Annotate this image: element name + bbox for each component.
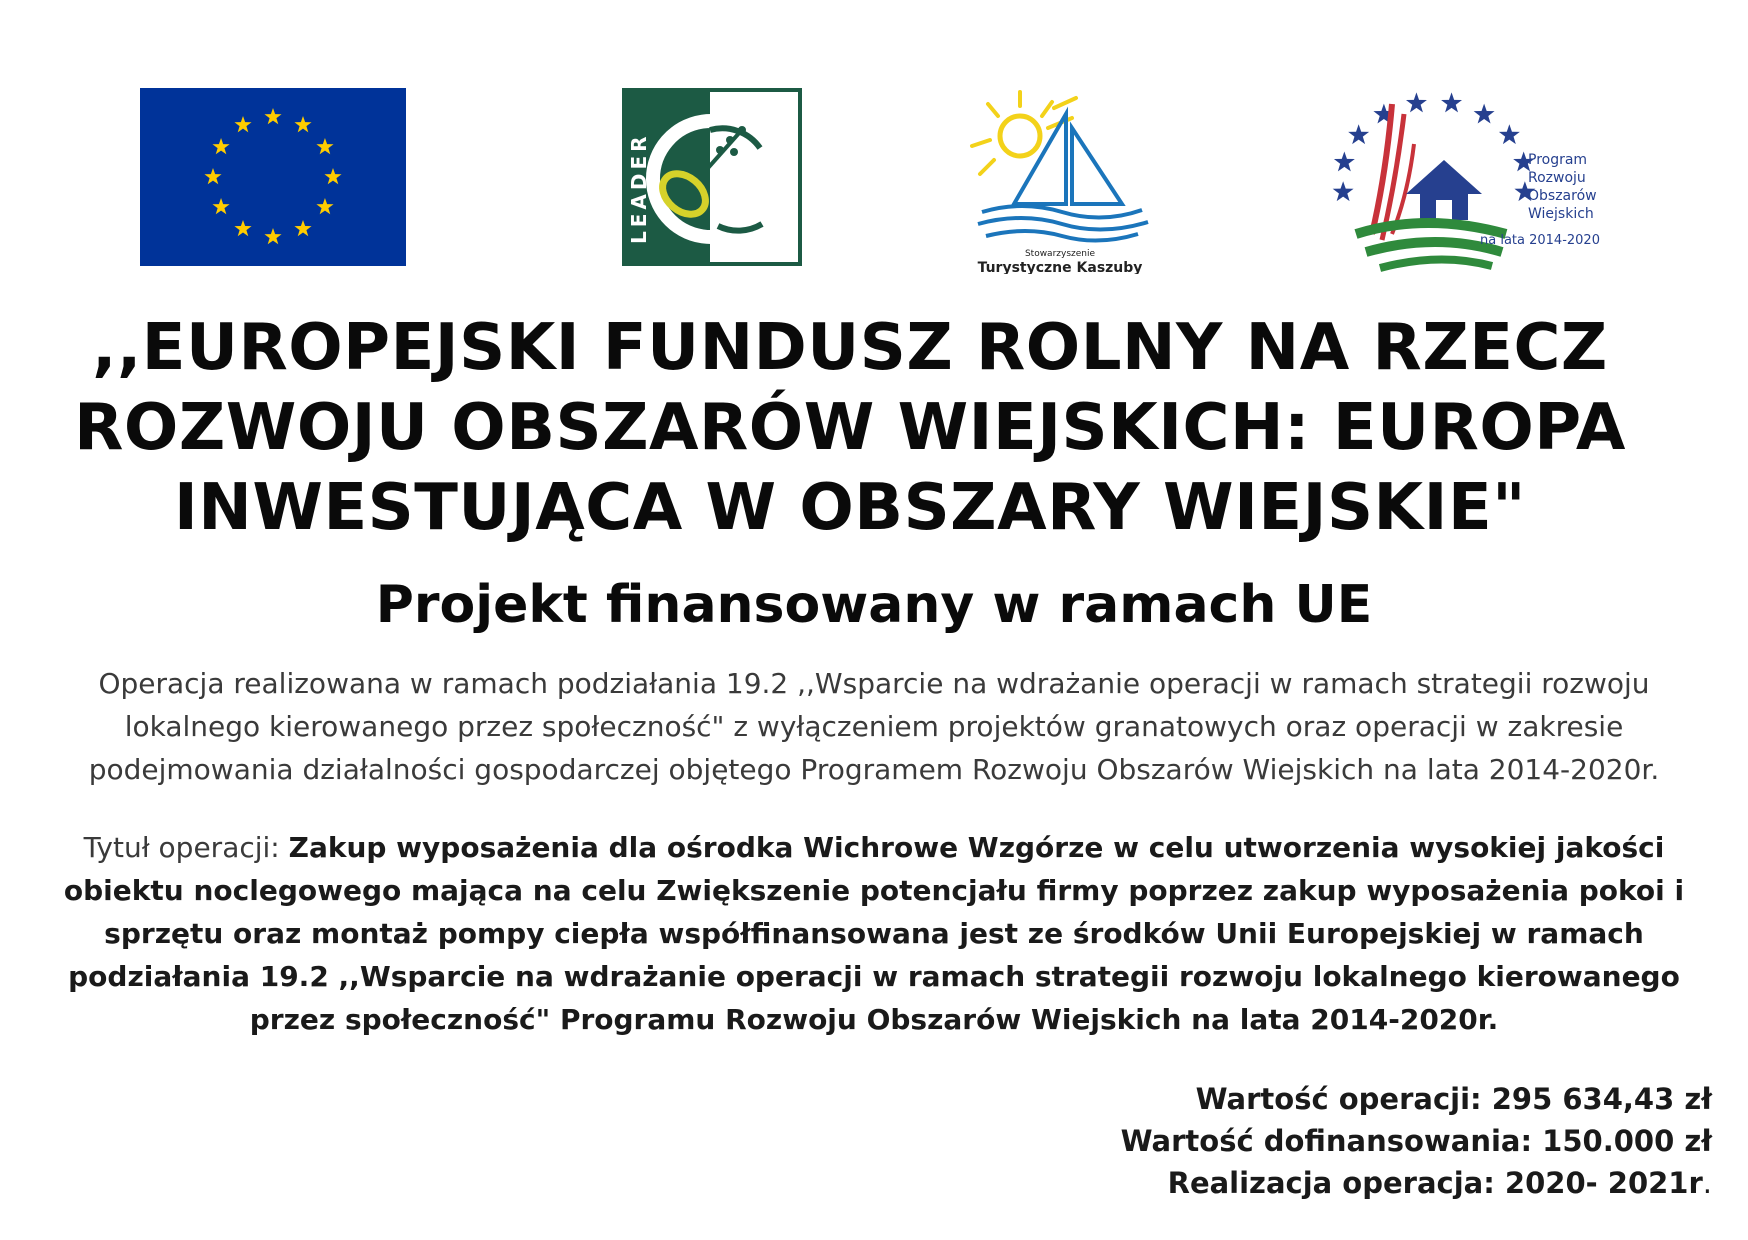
operation-title-line-2: obiektu noclegowego mająca na celu Zwiększenie potencjału firmy poprzez zakup wyposażenia pokoi i xyxy=(63,874,1685,907)
prow-line-wiejskich: Wiejskich xyxy=(1528,206,1594,222)
description-line-1: Operacja realizowana w ramach podziałania 19.2 ,,Wsparcie na wdrażanie operacji w ramach strategii rozwoju xyxy=(98,667,1650,700)
prow-star-icon xyxy=(1334,151,1355,171)
description xyxy=(40,662,1708,791)
operation-title-line-5: przez społeczność" Programu Rozwoju Obszarów Wiejskich na lata 2014-2020r. xyxy=(249,1003,1499,1036)
operation-title-line-3: sprzętu oraz montaż pompy ciepła współfinansowana jest ze środków Unii Europejskiej w ramach xyxy=(104,917,1644,950)
headline xyxy=(60,308,1640,548)
eu-flag-logo xyxy=(140,88,406,266)
operation-value: Wartość operacji: 295 634,43 zł xyxy=(1195,1082,1712,1116)
prow-star-icon xyxy=(1499,124,1520,144)
prow-line-obszarow: Obszarów xyxy=(1528,188,1597,204)
prow-star-icon xyxy=(1441,92,1462,112)
stk-logo-line1: Stowarzyszenie xyxy=(1024,249,1096,259)
prow-star-icon xyxy=(1333,181,1354,201)
subtitle: Projekt finansowany w ramach UE xyxy=(375,575,1373,635)
prow-star-icon xyxy=(1406,92,1427,112)
headline-line-2: ROZWOJU OBSZARÓW WIEJSKICH: EUROPA xyxy=(74,391,1626,465)
operation-stats xyxy=(812,1078,1712,1204)
prow-line-rozwoju: Rozwoju xyxy=(1528,170,1586,186)
prow-line-program: Program xyxy=(1528,152,1588,168)
cofinancing-value: Wartość dofinansowania: 150.000 zł xyxy=(1120,1124,1712,1158)
headline-line-3: INWESTUJĄCA W OBSZARY WIEJSKIE" xyxy=(173,471,1527,545)
realization-text: Realizacja operacja: 2020- 2021r xyxy=(1167,1166,1703,1200)
prow-logo xyxy=(1316,84,1616,274)
description-line-3: podejmowania działalności gospodarczej objętego Programem Rozwoju Obszarów Wiejskich na lata 2014-2020r. xyxy=(88,753,1660,786)
description-line-2: lokalnego kierowanego przez społeczność" z wyłączeniem projektów granatowych oraz operacji w zakresie xyxy=(124,710,1624,743)
headline-line-1: ,,EUROPEJSKI FUNDUSZ ROLNY NA RZECZ xyxy=(92,311,1608,385)
leader-logo-text: LEADER xyxy=(627,132,651,244)
stk-logo-line2: Turystyczne Kaszuby xyxy=(977,260,1143,274)
leader-logo xyxy=(622,88,802,266)
prow-years: na lata 2014-2020 xyxy=(1480,233,1600,248)
operation-title xyxy=(40,826,1708,1041)
realization-period xyxy=(812,1162,1712,1204)
prow-star-icon xyxy=(1348,124,1369,144)
operation-title-line-1: Zakup wyposażenia dla ośrodka Wichrowe Wzgórze w celu utworzenia wysokiej jakości xyxy=(288,831,1665,864)
realization-tail: . xyxy=(1702,1166,1712,1200)
stk-logo xyxy=(962,84,1158,274)
prow-star-icon xyxy=(1474,104,1495,124)
operation-title-line-4: podziałania 19.2 ,,Wsparcie na wdrażanie operacji w ramach strategii rozwoju lokalnego kierowanego xyxy=(68,960,1680,993)
operation-title-label: Tytuł operacji: xyxy=(83,831,289,864)
